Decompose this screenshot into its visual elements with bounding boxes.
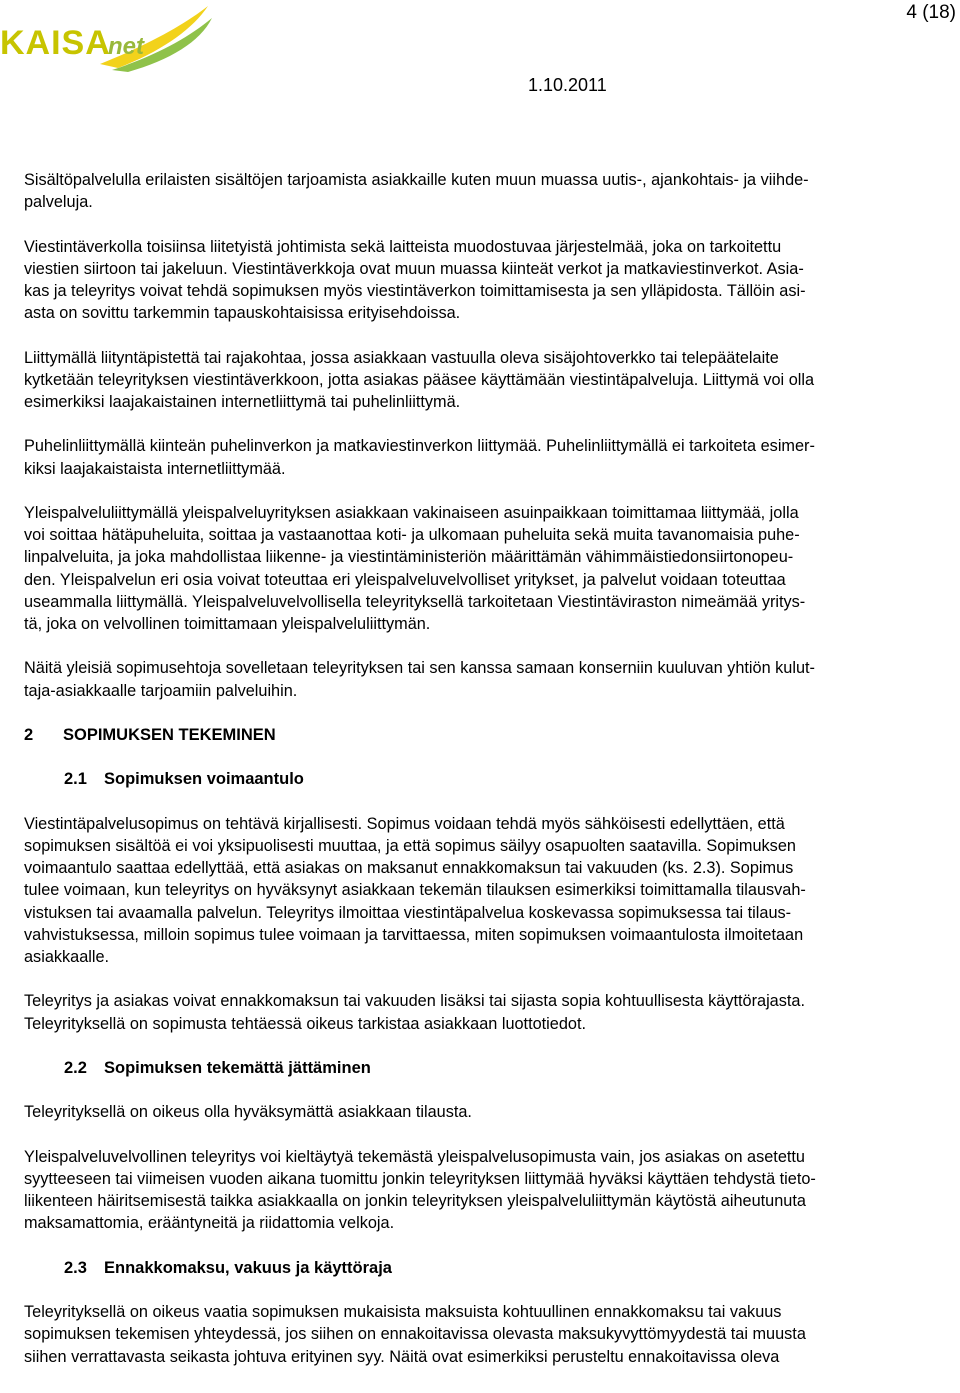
section-title: Ennakkomaksu, vakuus ja käyttöraja: [104, 1258, 392, 1277]
text-line: sopimuksen tekemisen yhteydessä, jos siihen on ennakoitavissa olevasta maksukyvyttömyydestä tai muusta: [24, 1325, 806, 1344]
section-number: 2.3: [64, 1258, 87, 1277]
text-line: voimaantulo saattaa edellyttää, että asiakas on maksanut ennakkomaksun tai vakuuden (ks. 2.3). Sopimus: [24, 859, 794, 878]
text-line: sopimuksen sisältöä ei voi yksipuolisesti muuttaa, ja että sopimus säilyy osapuolten saatavilla. Sopimuksen: [24, 836, 796, 855]
section-number: 2.2: [64, 1058, 87, 1077]
paragraph-advance-payment: [24, 1301, 960, 1368]
text-line: Teleyrityksellä on sopimusta tehtäessä oikeus tarkistaa asiakkaan luottotiedot.: [24, 1014, 587, 1033]
text-line: Liittymällä liityntäpistettä tai rajakohtaa, jossa asiakkaan vastuulla oleva sisäjohtoverkko tai telepäätelaite: [24, 348, 779, 367]
text-line: taja-asiakkaalle tarjoamiin palveluihin.: [24, 681, 298, 700]
text-line: Viestintäverkolla toisiinsa liitetyistä johtimista sekä laitteista muodostuvaa järjestelmää, joka on tarkoitettu: [24, 237, 782, 256]
paragraph-usage-limit: [24, 990, 960, 1034]
text-line: Teleyritys ja asiakas voivat ennakkomaksun tai vakuuden lisäksi tai sijasta sopia kohtuullisesta käyttörajasta.: [24, 992, 805, 1011]
paragraph-phone-subscription: [24, 435, 960, 479]
logo-net-text: net: [108, 33, 144, 60]
text-line: Sisältöpalvelulla erilaisten sisältöjen tarjoamista asiakkaille kuten muun muassa uutis-, ajankohtais- ja viihde-: [24, 171, 809, 189]
section-heading-2: [24, 724, 960, 746]
text-line: vahvistuksessa, milloin sopimus tulee voimaan ja tarvittaessa, miten sopimuksen voimaantulosta ilmoitetaan: [24, 925, 804, 944]
text-line: Teleyrityksellä on oikeus vaatia sopimuksen mukaisista maksuista kohtuullinen ennakkomaksu tai vakuus: [24, 1303, 782, 1322]
text-line: asiakkaalle.: [24, 947, 110, 966]
text-line: asta on sovittu tarkemmin tapauskohtaisissa erityisehdoissa.: [24, 304, 461, 323]
section-heading-2-1: [64, 768, 960, 790]
text-line: useammalla liittymällä. Yleispalveluvelvollisella teleyrityksellä tarkoitetaan Viestintäviraston nimeämää yritys-: [24, 592, 806, 611]
page-number: 4 (18): [906, 2, 956, 23]
section-number: 2: [24, 725, 34, 744]
text-line: viestien siirtoon tai jakeluun. Viestintäverkkoja ovat muun muassa kiinteät verkot ja matkaviestinverkot. Asia-: [24, 259, 804, 278]
section-heading-2-2: [64, 1057, 960, 1079]
logo-kaisa-text: KAISA: [0, 24, 111, 62]
paragraph-right-to-refuse: [24, 1101, 960, 1123]
text-line: kiksi laajakaistaista internetliittymää.: [24, 459, 286, 478]
text-line: palveluja.: [24, 193, 93, 212]
section-heading-2-3: [64, 1257, 960, 1279]
text-line: esimerkiksi laajakaistainen internetliittymä tai puhelinliittymä.: [24, 393, 461, 411]
text-line: kas ja teleyritys voivat tehdä sopimuksen myös viestintäverkon toimittamisesta ja sen ylläpidosta. Tällöin asi-: [24, 282, 806, 300]
text-line: Teleyrityksellä on oikeus olla hyväksymättä asiakkaan tilausta.: [24, 1103, 472, 1122]
text-line: Yleispalveluvelvollinen teleyritys voi kieltäytyä tekemästä yleispalvelusopimusta vain, jos asiakas on asetettu: [24, 1147, 805, 1166]
paragraph-contract-entry: [24, 813, 960, 968]
text-line: liikenteen häiritsemisestä taikka asiakkaalla on jonkin teleyrityksen yleispalveluliittymän käytöstä aiheutunuta: [24, 1192, 806, 1211]
text-line: Puhelinliittymällä kiinteän puhelinverkon ja matkaviestinverkon liittymää. Puhelinliittymällä ei tarkoiteta esimer-: [24, 437, 815, 456]
text-line: kytketään teleyrityksen viestintäverkkoon, jotta asiakas pääsee käyttämään viestintäpalveluja. Liittymä voi olla: [24, 370, 815, 389]
text-line: Viestintäpalvelusopimus on tehtävä kirjallisesti. Sopimus voidaan tehdä myös sähköisesti edellyttäen, että: [24, 814, 785, 833]
section-number: 2.1: [64, 770, 87, 789]
paragraph-content-services: [24, 169, 960, 213]
section-title: Sopimuksen voimaantulo: [104, 770, 304, 789]
kaisanet-logo: [0, 4, 220, 74]
paragraph-universal-service: [24, 502, 960, 635]
text-line: tä, joka on velvollinen toimittamaan yleispalveluliittymän.: [24, 615, 431, 633]
section-title: SOPIMUKSEN TEKEMINEN: [63, 725, 276, 744]
text-line: vistuksen tai avaamalla palvelun. Teleyritys ilmoittaa viestintäpalvelua koskevassa sopimuksessa tai tilaus-: [24, 903, 792, 922]
text-line: linpalveluita, ja joka mahdollistaa liikenne- ja viestintäministeriön määrittämän vähimmäistiedonsiirtonopeu-: [24, 548, 794, 567]
text-line: siihen verrattavasta seikasta johtuva erityinen syy. Näitä ovat esimerkiksi perusteltu ennakoitavissa oleva: [24, 1347, 780, 1366]
document-body: [24, 169, 960, 1390]
paragraph-communications-network: [24, 236, 960, 325]
paragraph-universal-refusal: [24, 1146, 960, 1235]
text-line: tulee voimaan, kun teleyritys on hyväksynyt asiakkaan tekemän tilauksen esimerkiksi toimittamalla tilausvah-: [24, 881, 806, 900]
text-line: syytteeseen tai viimeisen vuoden aikana tuomittu jonkin teleyrityksen liittymää hyväksi käyttäen tehdystä tieto-: [24, 1169, 816, 1188]
text-line: voi soittaa hätäpuheluita, soittaa ja vastaanottaa koti- ja ulkomaan puheluita sekä muita tavanomaisia puhe-: [24, 526, 800, 545]
text-line: Yleispalveluliittymällä yleispalveluyrityksen asiakkaan vakinaiseen asuinpaikkaan toimittamaa liittymää, jolla: [24, 503, 799, 522]
paragraph-subscription: [24, 347, 960, 414]
document-date: 1.10.2011: [528, 75, 607, 95]
text-line: den. Yleispalvelun eri osia voivat toteuttaa eri yleispalveluvelvolliset yritykset, ja palvelut voidaan toteuttaa: [24, 570, 786, 589]
text-line: Näitä yleisiä sopimusehtoja sovelletaan teleyrityksen tai sen kanssa samaan konserniin kuuluvan yhtiön kulut-: [24, 659, 815, 678]
section-title: Sopimuksen tekemättä jättäminen: [104, 1058, 371, 1077]
paragraph-applicability: [24, 657, 960, 701]
text-line: maksamattomia, erääntyneitä ja riidattomia velkoja.: [24, 1214, 395, 1233]
